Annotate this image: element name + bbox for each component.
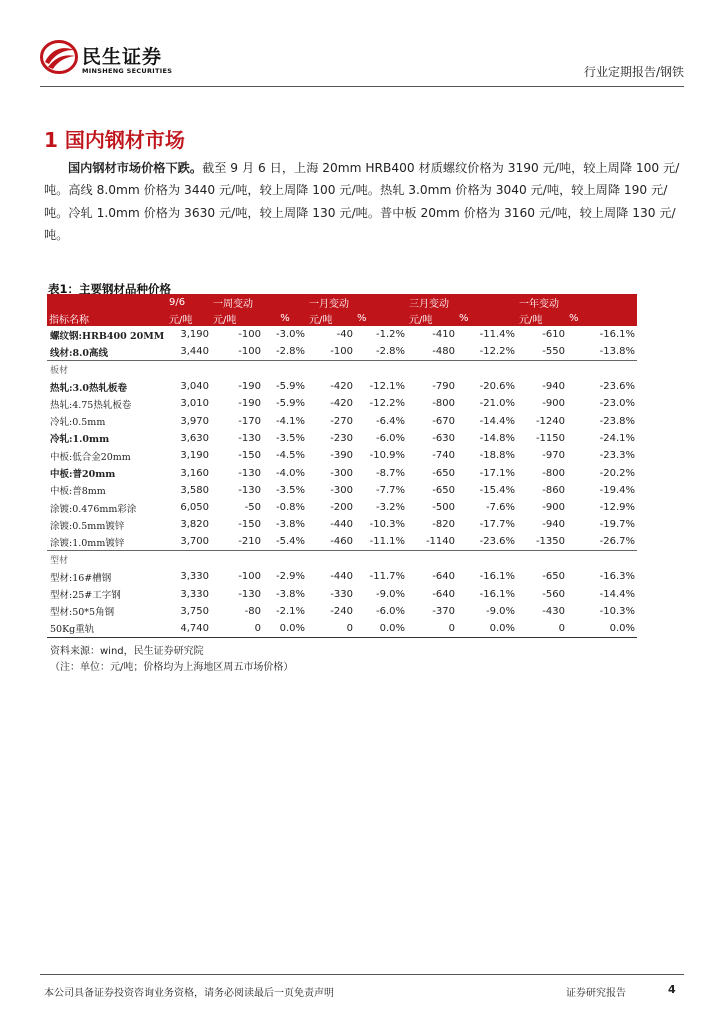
value-cell: -100 — [307, 343, 355, 360]
row-label-cell: 中板:普20mm — [50, 469, 116, 481]
value-cell: -330 — [330, 588, 353, 600]
steel-price-table — [47, 294, 637, 638]
header-cell — [355, 294, 407, 310]
table-row — [47, 585, 637, 602]
header-cell: 一周变动 — [213, 298, 253, 310]
value-cell: -790 — [432, 381, 455, 393]
value-cell: -130 — [238, 588, 261, 600]
paragraph-lead: 国内钢材市场价格下跌。 — [68, 161, 203, 175]
value-cell: 3,190 — [180, 329, 209, 341]
header-cell: 元/吨 — [519, 314, 543, 326]
value-cell: -17.7% — [479, 519, 515, 531]
value-cell: 3,970 — [180, 415, 209, 427]
value-cell: -150 — [238, 519, 261, 531]
paragraph-body: 截至 9 月 6 日，上海 20mm HRB400 材质螺纹价格为 3190 元/吨，较上周降 100 元/吨。高线 8.0mm 价格为 3440 元/吨，较上周降 100 元/吨。热轧 3.0mm 价格为 3040 元/吨，较上周降 190 元/吨。冷轧 1.0mm 价格为 3630 元/吨，较上周降 130 元/吨。普中板 20mm 价格为 3160 元/吨，较上周降 130 元/吨。 — [44, 161, 680, 243]
header-cell — [263, 294, 307, 310]
value-cell: -5.9% — [275, 398, 305, 410]
value-cell — [211, 361, 263, 378]
header-cell: 元/吨 — [309, 314, 333, 326]
row-label-cell: 螺纹钢:HRB400 20MM — [50, 330, 165, 342]
value-cell: 0.0% — [263, 620, 307, 637]
header-cell: % — [280, 312, 290, 324]
minsheng-logo-icon — [40, 40, 78, 74]
row-label-cell: 型材:16#槽钢 — [50, 572, 112, 584]
value-cell: 0.0% — [457, 620, 517, 637]
row-label-cell: 涂镀:1.0mm镀锌 — [47, 534, 167, 551]
header-cell: % — [459, 312, 469, 324]
value-cell: -14.8% — [479, 432, 515, 444]
header-row-units — [47, 310, 637, 326]
value-cell: -16.1% — [479, 588, 515, 600]
value-cell — [567, 361, 637, 378]
row-label-cell: 热轧:4.75热轧板卷 — [50, 399, 132, 411]
value-cell: -0.8% — [275, 502, 305, 514]
table-row — [47, 534, 637, 551]
value-cell: -7.6% — [485, 502, 515, 514]
value-cell: -940 — [542, 381, 565, 393]
row-label-cell: 中板:低合金20mm — [50, 451, 131, 463]
value-cell: -300 — [330, 484, 353, 496]
value-cell: 3,010 — [180, 398, 209, 410]
table-row — [47, 516, 637, 533]
table-row — [47, 412, 637, 429]
value-cell — [355, 361, 407, 378]
value-cell: 0 — [211, 620, 263, 637]
table-note: （注：单位：元/吨；价格均为上海地区周五市场价格） — [50, 662, 294, 673]
value-cell: -2.9% — [275, 571, 305, 583]
value-cell: 3,440 — [167, 343, 211, 360]
value-cell: -40 — [336, 329, 353, 341]
value-cell: -640 — [432, 571, 455, 583]
value-cell: -900 — [542, 502, 565, 514]
value-cell: 0 — [407, 620, 457, 637]
row-label-cell: 板材 — [50, 365, 69, 376]
value-cell — [407, 551, 457, 568]
value-cell: -18.8% — [479, 450, 515, 462]
table-body — [47, 326, 637, 637]
row-label-cell: 中板:普8mm — [50, 486, 106, 498]
value-cell: 6,050 — [180, 502, 209, 514]
value-cell: -1150 — [535, 432, 565, 444]
value-cell: -420 — [330, 398, 353, 410]
value-cell: -230 — [330, 432, 353, 444]
value-cell: -130 — [238, 467, 261, 479]
value-cell: -23.6% — [599, 381, 635, 393]
value-cell: -1140 — [407, 534, 457, 551]
logo-cn-text: 民生证券 — [82, 46, 163, 68]
value-cell: 0.0% — [355, 620, 407, 637]
value-cell: 3,820 — [180, 519, 209, 531]
value-cell — [307, 551, 355, 568]
value-cell: -2.8% — [355, 343, 407, 360]
header-cell: 一月变动 — [309, 298, 349, 310]
value-cell: -11.4% — [479, 329, 515, 341]
table-row — [47, 482, 637, 499]
value-cell: -20.2% — [599, 467, 635, 479]
value-cell: -370 — [432, 605, 455, 617]
value-cell: 3,750 — [180, 605, 209, 617]
table-row — [47, 326, 637, 343]
value-cell: -670 — [432, 415, 455, 427]
table-row — [47, 447, 637, 464]
value-cell: -20.6% — [479, 381, 515, 393]
value-cell: -8.7% — [375, 467, 405, 479]
value-cell: -130 — [238, 432, 261, 444]
footer-doc-type: 证券研究报告 — [566, 988, 626, 999]
value-cell: -5.4% — [263, 534, 307, 551]
header-cell: 元/吨 — [213, 314, 237, 326]
value-cell: -650 — [432, 467, 455, 479]
row-label-cell: 线材:8.0高线 — [47, 343, 167, 360]
value-cell: -390 — [330, 450, 353, 462]
minsheng-logo — [40, 38, 180, 80]
value-cell: -630 — [432, 432, 455, 444]
table-source: 资料来源：wind，民生证券研究院 — [50, 646, 204, 657]
row-label-cell: 型材:50*5角钢 — [50, 607, 115, 619]
value-cell: -12.2% — [457, 343, 517, 360]
value-cell: -440 — [330, 571, 353, 583]
value-cell: -500 — [432, 502, 455, 514]
table-header — [47, 294, 637, 326]
value-cell: -3.2% — [375, 502, 405, 514]
value-cell: 4,740 — [167, 620, 211, 637]
footer-divider — [40, 974, 684, 975]
value-cell — [307, 361, 355, 378]
value-cell: -80 — [244, 605, 261, 617]
value-cell: 3,630 — [180, 432, 209, 444]
row-label-cell: 热轧:3.0热轧板卷 — [50, 382, 128, 394]
header-divider — [40, 86, 684, 87]
value-cell — [211, 551, 263, 568]
value-cell: -640 — [432, 588, 455, 600]
value-cell: -1.2% — [375, 329, 405, 341]
value-cell: -130 — [238, 484, 261, 496]
row-label-cell: 型材 — [50, 556, 69, 567]
value-cell: -970 — [542, 450, 565, 462]
footer-disclaimer: 本公司具备证券投资咨询业务资格，请务必阅读最后一页免责声明 — [44, 988, 334, 999]
value-cell: -15.4% — [479, 484, 515, 496]
value-cell: -16.3% — [599, 571, 635, 583]
value-cell: -12.2% — [369, 398, 405, 410]
value-cell: -480 — [407, 343, 457, 360]
value-cell — [355, 551, 407, 568]
value-cell — [167, 551, 211, 568]
value-cell: -550 — [517, 343, 567, 360]
value-cell: 0 — [307, 620, 355, 637]
value-cell: -17.1% — [479, 467, 515, 479]
value-cell: -240 — [330, 605, 353, 617]
header-cell: 一年变动 — [519, 298, 559, 310]
value-cell: -23.6% — [457, 534, 517, 551]
value-cell: 3,190 — [180, 450, 209, 462]
value-cell: -200 — [330, 502, 353, 514]
value-cell: -1350 — [517, 534, 567, 551]
value-cell: -3.8% — [275, 588, 305, 600]
value-cell — [407, 361, 457, 378]
value-cell: -14.4% — [599, 588, 635, 600]
table-group-row — [47, 361, 637, 378]
value-cell: 3,330 — [180, 588, 209, 600]
value-cell: -210 — [211, 534, 263, 551]
value-cell: -2.1% — [275, 605, 305, 617]
value-cell: -420 — [330, 381, 353, 393]
value-cell: -560 — [542, 588, 565, 600]
value-cell — [517, 551, 567, 568]
value-cell: -270 — [330, 415, 353, 427]
value-cell — [457, 551, 517, 568]
value-cell: -170 — [238, 415, 261, 427]
value-cell: -430 — [542, 605, 565, 617]
value-cell: -1240 — [535, 415, 565, 427]
value-cell: -16.1% — [479, 571, 515, 583]
header-cell — [567, 294, 637, 310]
header-cell: 指标名称 — [49, 314, 89, 326]
section-paragraph — [44, 157, 684, 247]
row-label-cell: 涂镀:0.5mm镀锌 — [50, 520, 125, 532]
value-cell: -650 — [542, 571, 565, 583]
table-group-row — [47, 551, 637, 568]
page-number: 4 — [668, 983, 676, 996]
header-cell: 三月变动 — [409, 298, 449, 310]
value-cell: -19.4% — [599, 484, 635, 496]
value-cell: -190 — [238, 381, 261, 393]
value-cell: -2.8% — [263, 343, 307, 360]
value-cell: -800 — [432, 398, 455, 410]
table-row — [47, 378, 637, 395]
value-cell: -6.0% — [375, 432, 405, 444]
value-cell: -100 — [238, 571, 261, 583]
table-row — [47, 395, 637, 412]
value-cell: -610 — [542, 329, 565, 341]
value-cell: -5.9% — [275, 381, 305, 393]
value-cell: 3,040 — [180, 381, 209, 393]
table-row — [47, 464, 637, 481]
value-cell: -10.3% — [599, 605, 635, 617]
table-row — [47, 343, 637, 360]
header-cell: 元/吨 — [409, 314, 433, 326]
row-label-cell: 型材:25#工字钢 — [50, 590, 121, 602]
value-cell — [167, 361, 211, 378]
header-cell: 元/吨 — [169, 314, 193, 326]
value-cell: -23.8% — [599, 415, 635, 427]
value-cell: -9.0% — [485, 605, 515, 617]
value-cell: -14.4% — [479, 415, 515, 427]
value-cell: -24.1% — [599, 432, 635, 444]
value-cell: -16.1% — [599, 329, 635, 341]
row-label-cell: 涂镀:0.476mm彩涂 — [50, 503, 137, 515]
value-cell: -740 — [432, 450, 455, 462]
value-cell: -11.1% — [355, 534, 407, 551]
value-cell: 3,330 — [180, 571, 209, 583]
value-cell: -3.8% — [275, 519, 305, 531]
table-row — [47, 620, 637, 637]
row-label-cell: 冷轧:0.5mm — [50, 417, 106, 429]
value-cell — [517, 361, 567, 378]
value-cell: -650 — [432, 484, 455, 496]
table-row — [47, 603, 637, 620]
value-cell: 0 — [517, 620, 567, 637]
value-cell: -150 — [238, 450, 261, 462]
header-cell — [47, 294, 167, 310]
value-cell: -820 — [432, 519, 455, 531]
value-cell: -10.9% — [369, 450, 405, 462]
value-cell: 3,580 — [180, 484, 209, 496]
row-label-cell: 50Kg重轨 — [47, 620, 167, 637]
header-cell: % — [569, 312, 579, 324]
value-cell: -21.0% — [479, 398, 515, 410]
value-cell: -26.7% — [567, 534, 637, 551]
value-cell: -4.0% — [275, 467, 305, 479]
value-cell: -3.0% — [275, 329, 305, 341]
header-cell: % — [357, 312, 367, 324]
value-cell: -9.0% — [375, 588, 405, 600]
value-cell: -4.1% — [275, 415, 305, 427]
value-cell: 3,700 — [167, 534, 211, 551]
value-cell — [263, 361, 307, 378]
page-header — [40, 38, 684, 86]
value-cell: -460 — [307, 534, 355, 551]
value-cell: 0.0% — [567, 620, 637, 637]
value-cell: -300 — [330, 467, 353, 479]
value-cell: -50 — [244, 502, 261, 514]
value-cell — [263, 551, 307, 568]
value-cell: -410 — [432, 329, 455, 341]
value-cell: -19.7% — [599, 519, 635, 531]
value-cell: -800 — [542, 467, 565, 479]
header-cell — [457, 294, 517, 310]
header-row-period — [47, 294, 637, 310]
header-cell: 9/6 — [169, 296, 186, 308]
value-cell: -6.4% — [375, 415, 405, 427]
value-cell: -23.0% — [599, 398, 635, 410]
value-cell: -900 — [542, 398, 565, 410]
section-title: 1 国内钢材市场 — [44, 128, 185, 152]
value-cell: -3.5% — [275, 484, 305, 496]
table-row — [47, 430, 637, 447]
logo-en-text: MINSHENG SECURITIES — [82, 67, 173, 75]
table-row — [47, 499, 637, 516]
value-cell: -10.3% — [369, 519, 405, 531]
table-row — [47, 568, 637, 585]
value-cell: -7.7% — [375, 484, 405, 496]
value-cell: -940 — [542, 519, 565, 531]
value-cell — [567, 551, 637, 568]
value-cell: -860 — [542, 484, 565, 496]
value-cell: -11.7% — [369, 571, 405, 583]
value-cell: -23.3% — [599, 450, 635, 462]
value-cell: -100 — [211, 343, 263, 360]
value-cell: -4.5% — [275, 450, 305, 462]
value-cell: -12.9% — [599, 502, 635, 514]
value-cell: -13.8% — [567, 343, 637, 360]
row-label-cell: 冷轧:1.0mm — [50, 434, 110, 446]
report-type: 行业定期报告/钢铁 — [583, 65, 684, 79]
value-cell: 3,160 — [180, 467, 209, 479]
value-cell: -100 — [238, 329, 261, 341]
table-caption: 表1：主要钢材品种价格 — [48, 282, 172, 296]
value-cell: -12.1% — [369, 381, 405, 393]
value-cell: -3.5% — [275, 432, 305, 444]
value-cell: -190 — [238, 398, 261, 410]
value-cell — [457, 361, 517, 378]
value-cell: -440 — [330, 519, 353, 531]
value-cell: -6.0% — [375, 605, 405, 617]
